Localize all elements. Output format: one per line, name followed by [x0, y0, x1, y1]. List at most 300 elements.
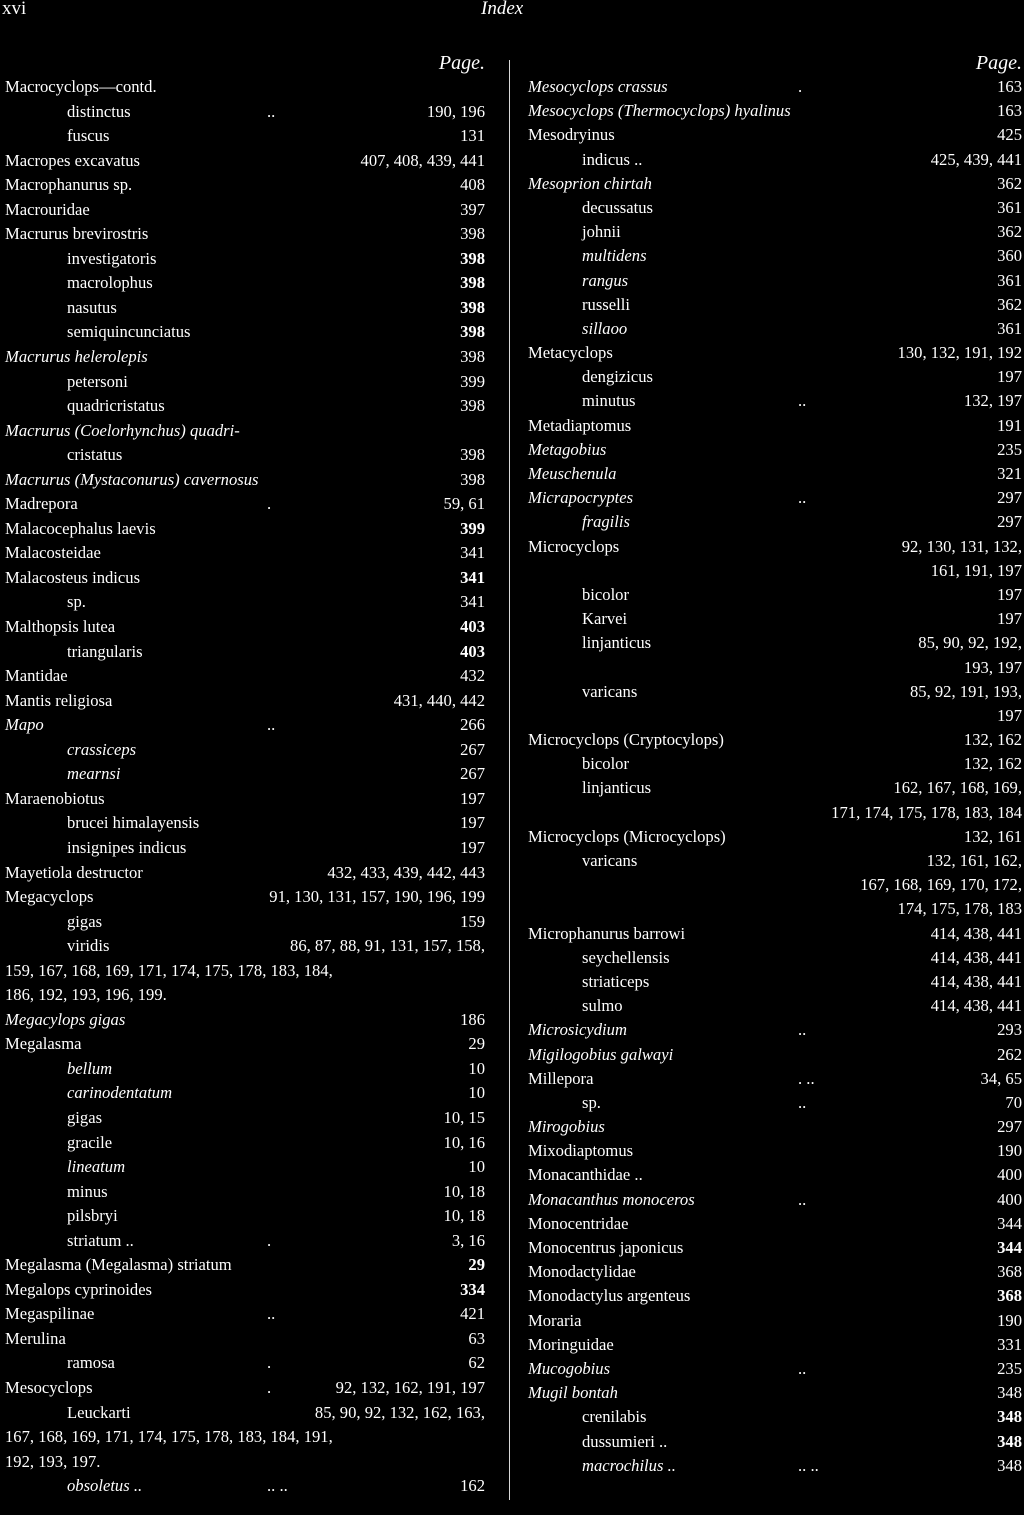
index-entry [5, 75, 485, 100]
index-entry [528, 293, 1022, 317]
entry-pages: 362 [997, 294, 1022, 314]
entry-pages: 235 [997, 439, 1022, 459]
entry-name: lineatum [67, 1157, 126, 1177]
leader-dots: .. [267, 1304, 276, 1324]
entry-pages: 407, 408, 439, 441 [360, 150, 485, 170]
entry-pages: 130, 132, 191, 192 [897, 343, 1022, 363]
index-entry [528, 559, 1022, 583]
entry-pages: 197 [997, 609, 1022, 629]
entry-name: Monodactylidae [528, 1262, 636, 1282]
entry-pages: 132, 162 [963, 730, 1022, 750]
leader-dots: .. [267, 715, 276, 735]
index-entry [5, 762, 485, 787]
index-entry [528, 389, 1022, 413]
index-entry [528, 1236, 1022, 1260]
page-column-label: Page. [975, 52, 1022, 74]
index-entry [5, 1032, 485, 1057]
index-entry [528, 1018, 1022, 1042]
entry-name: Leuckarti [67, 1402, 131, 1422]
index-entry [5, 934, 485, 959]
index-entry [5, 836, 485, 861]
index-entry [528, 244, 1022, 268]
index-entry [5, 689, 485, 714]
entry-name: Karvei [582, 609, 628, 629]
index-entry [528, 1091, 1022, 1115]
index-entry [5, 1229, 485, 1254]
index-entry [5, 959, 485, 984]
entry-name: linjanticus [582, 633, 652, 653]
index-entry [5, 394, 485, 419]
index-entry [5, 1327, 485, 1352]
entry-name: Microphanurus barrowi [528, 923, 686, 943]
entry-pages: 398 [460, 396, 485, 416]
entry-pages: 92, 130, 131, 132, [901, 536, 1022, 556]
index-entry [5, 1401, 485, 1426]
entry-pages: 197 [460, 813, 485, 833]
entry-pages: 10 [468, 1083, 485, 1103]
entry-name: Monacanthidae .. [528, 1165, 643, 1185]
entry-name: Monacanthus monoceros [528, 1189, 695, 1209]
index-entry [528, 1357, 1022, 1381]
entry-pages: 344 [997, 1213, 1022, 1233]
entry-pages: 368 [997, 1262, 1022, 1282]
entry-pages: 398 [460, 347, 485, 367]
entry-name: minutus [582, 391, 636, 411]
entry-name: crassiceps [67, 739, 137, 759]
index-entry [528, 1043, 1022, 1067]
index-entry [5, 149, 485, 174]
running-title: Index [481, 0, 524, 19]
entry-name: minus [67, 1181, 108, 1201]
entry-name: triangularis [67, 641, 143, 661]
entry-pages: 132, 197 [963, 391, 1022, 411]
entry-name: bicolor [582, 754, 630, 774]
entry-name: ramosa [67, 1353, 115, 1373]
index-entry [5, 1131, 485, 1156]
entry-name: multidens [582, 246, 647, 266]
entry-pages: 197 [460, 837, 485, 857]
entry-pages: 421 [460, 1304, 485, 1324]
index-entry [5, 541, 485, 566]
entry-name: striaticeps [582, 971, 650, 991]
index-entry [528, 414, 1022, 438]
index-entry [528, 873, 1022, 897]
index-entry [528, 680, 1022, 704]
entry-name: petersoni [67, 371, 128, 391]
index-entry [5, 885, 485, 910]
entry-name: varicans [582, 681, 638, 701]
entry-name: Maraenobiotus [5, 788, 105, 808]
index-entry [5, 198, 485, 223]
entry-pages: 10, 18 [443, 1181, 485, 1201]
entry-pages: 186, 192, 193, 196, 199. [5, 985, 167, 1005]
entry-pages: 190, 196 [426, 101, 485, 121]
entry-pages: 34, 65 [980, 1068, 1022, 1088]
entry-pages: 29 [468, 1034, 485, 1054]
entry-name: Millepora [528, 1068, 594, 1088]
entry-pages: 331 [997, 1334, 1022, 1354]
entry-pages: 431, 440, 442 [393, 690, 485, 710]
leader-dots: . [798, 77, 803, 96]
index-entry [528, 123, 1022, 147]
entry-name: fragilis [582, 512, 630, 532]
index-entry [5, 247, 485, 272]
index-entry [528, 1333, 1022, 1357]
index-entry [528, 1260, 1022, 1284]
page-column-label: Page. [438, 52, 485, 74]
entry-pages: 70 [1005, 1092, 1022, 1112]
entry-pages: 167, 168, 169, 171, 174, 175, 178, 183, 184, 191, [5, 1427, 333, 1447]
index-entry [528, 196, 1022, 220]
index-entry [528, 1309, 1022, 1333]
index-column-right [528, 52, 1022, 1478]
entry-name: seychellensis [582, 947, 670, 967]
index-entry [528, 269, 1022, 293]
entry-pages: 63 [468, 1328, 485, 1348]
entry-name: linjanticus [582, 778, 652, 798]
entry-pages: 398 [460, 322, 485, 342]
index-entry [528, 438, 1022, 462]
index-entry [5, 296, 485, 321]
entry-pages: 361 [997, 197, 1022, 217]
leader-dots: .. .. [798, 1455, 819, 1475]
entry-pages: 91, 130, 131, 157, 190, 196, 199 [269, 887, 485, 907]
entry-pages: 59, 61 [443, 494, 485, 514]
index-entry [5, 1057, 485, 1082]
index-entry-list [5, 75, 485, 1499]
entry-pages: 399 [460, 371, 485, 391]
index-entry [5, 738, 485, 763]
entry-name: striatum .. [67, 1230, 134, 1250]
entry-name: nasutus [67, 297, 117, 317]
index-entry [528, 75, 1022, 99]
entry-pages: 400 [997, 1165, 1022, 1185]
entry-pages: 159 [460, 911, 485, 931]
entry-pages: 267 [460, 764, 485, 784]
index-entry [528, 704, 1022, 728]
entry-pages: 348 [997, 1431, 1022, 1451]
entry-pages: 192, 193, 197. [5, 1451, 101, 1471]
page-number: xvi [2, 0, 27, 19]
index-entry [5, 1474, 485, 1499]
entry-name: investigatoris [67, 248, 157, 268]
index-entry [5, 713, 485, 738]
leader-dots: . [267, 494, 272, 514]
entry-name: viridis [67, 936, 110, 956]
index-entry [528, 1405, 1022, 1429]
entry-name: Microcyclops (Cryptocylops) [528, 730, 724, 750]
entry-name: Macrurus helerolepis [5, 347, 148, 367]
entry-name: Monodactylus argenteus [528, 1286, 691, 1306]
index-entry [528, 583, 1022, 607]
index-entry [528, 728, 1022, 752]
entry-pages: 414, 438, 441 [930, 947, 1022, 967]
entry-name: Mesocyclops [5, 1377, 93, 1397]
entry-pages: 368 [997, 1286, 1022, 1306]
entry-name: Macrocyclops—contd. [5, 77, 157, 96]
entry-name: bicolor [582, 584, 630, 604]
entry-pages: 360 [997, 246, 1022, 266]
entry-pages: 186 [460, 1009, 485, 1029]
entry-name: macrochilus .. [582, 1455, 676, 1475]
entry-name: Mirogobius [528, 1117, 605, 1137]
entry-name: Microcyclops [528, 536, 620, 556]
index-entry [528, 607, 1022, 631]
index-entry [5, 1253, 485, 1278]
entry-name: Megaspilinae [5, 1304, 95, 1324]
entry-pages: 190 [997, 1310, 1022, 1330]
entry-name: Mesoprion chirtah [528, 173, 652, 193]
entry-name: semiquincunciatus [67, 322, 191, 342]
index-entry [5, 1376, 485, 1401]
index-entry [5, 370, 485, 395]
entry-name: Mesocyclops (Thermocyclops) hyalinus [528, 101, 791, 121]
entry-name: quadricristatus [67, 396, 165, 416]
entry-pages: 425, 439, 441 [930, 149, 1022, 169]
entry-pages: 344 [997, 1238, 1022, 1257]
entry-name: Macrophanurus sp. [5, 175, 133, 195]
index-entry [528, 1430, 1022, 1454]
entry-name: sillaoo [582, 318, 628, 338]
entry-name: Macrurus (Coelorhynchus) quadri- [5, 420, 240, 440]
column-divider [509, 60, 510, 1500]
entry-name: Moraria [528, 1310, 582, 1330]
entry-pages: 62 [468, 1353, 485, 1373]
entry-pages: 398 [460, 248, 485, 268]
entry-name: sulmo [582, 996, 623, 1016]
entry-name: Megalops cyprinoides [5, 1279, 153, 1299]
entry-pages: 190 [997, 1141, 1022, 1161]
entry-pages: 163 [997, 77, 1022, 96]
index-entry [528, 970, 1022, 994]
index-entry [5, 1155, 485, 1180]
entry-name: cristatus [67, 445, 123, 465]
index-entry [528, 946, 1022, 970]
leader-dots: .. [798, 488, 807, 508]
entry-name: dussumieri .. [582, 1431, 668, 1451]
entry-pages: 341 [460, 592, 485, 612]
entry-pages: 334 [460, 1279, 485, 1299]
entry-pages: 293 [997, 1020, 1022, 1040]
entry-pages: 3, 16 [451, 1230, 485, 1250]
entry-name: Mantidae [5, 666, 68, 686]
index-entry [5, 1351, 485, 1376]
entry-pages: 397 [460, 199, 485, 219]
entry-name: Metadiaptomus [528, 415, 632, 435]
index-entry [5, 983, 485, 1008]
index-entry [5, 222, 485, 247]
index-entry [528, 510, 1022, 534]
entry-pages: 197 [997, 367, 1022, 387]
entry-pages: 398 [460, 273, 485, 293]
index-entry [5, 566, 485, 591]
entry-pages: 262 [997, 1044, 1022, 1064]
index-entry [528, 462, 1022, 486]
entry-name: Meuschenula [528, 464, 617, 483]
entry-pages: 10, 15 [443, 1107, 485, 1127]
index-entry [5, 271, 485, 296]
index-entry [528, 631, 1022, 655]
entry-name: Moringuidae [528, 1334, 614, 1354]
leader-dots: .. [267, 101, 276, 121]
entry-pages: 235 [997, 1358, 1022, 1378]
entry-pages: 297 [997, 512, 1022, 532]
entry-pages: 29 [468, 1255, 485, 1275]
entry-name: gracile [67, 1132, 113, 1152]
leader-dots: . [267, 1353, 272, 1373]
entry-pages: 10, 18 [443, 1206, 485, 1226]
index-entry [528, 1188, 1022, 1212]
entry-name: bellum [67, 1058, 113, 1078]
index-entry [5, 419, 485, 444]
index-entry [5, 787, 485, 812]
index-entry [5, 1106, 485, 1131]
leader-dots: .. [798, 1020, 807, 1040]
entry-name: brucei himalayensis [67, 813, 200, 833]
entry-pages: 85, 90, 92, 192, [918, 633, 1022, 653]
index-entry [5, 100, 485, 125]
entry-pages: 341 [460, 543, 485, 563]
entry-pages: 362 [997, 173, 1022, 193]
index-entry [5, 861, 485, 886]
index-entry [5, 124, 485, 149]
entry-pages: 408 [460, 175, 485, 195]
entry-pages: 398 [460, 224, 485, 244]
index-entry [5, 1180, 485, 1205]
entry-name: Metacyclops [528, 343, 613, 363]
index-entry [5, 1204, 485, 1229]
entry-name: Macrurus (Mystaconurus) cavernosus [5, 469, 259, 489]
entry-pages: 132, 162 [963, 754, 1022, 774]
index-entry [5, 1008, 485, 1033]
entry-pages: 197 [997, 584, 1022, 604]
entry-pages: 399 [460, 518, 485, 538]
entry-pages: 425 [997, 125, 1022, 145]
index-entry [528, 1454, 1022, 1478]
entry-name: varicans [582, 851, 638, 870]
entry-pages: 193, 197 [963, 657, 1022, 677]
index-entry [528, 801, 1022, 825]
entry-name: Metagobius [528, 439, 607, 459]
entry-name: Macrouridae [5, 199, 90, 219]
entry-name: Mantis religiosa [5, 690, 113, 710]
entry-pages: 132, 161 [963, 826, 1022, 846]
leader-dots: .. [798, 1189, 807, 1209]
index-entry [5, 664, 485, 689]
entry-name: distinctus [67, 101, 131, 121]
index-entry [528, 994, 1022, 1018]
entry-name: russelli [582, 294, 630, 314]
entry-name: Microcyclops (Microcyclops) [528, 826, 726, 846]
entry-name: Microsicydium [528, 1020, 627, 1040]
index-entry [528, 1212, 1022, 1236]
entry-pages: 174, 175, 178, 183 [897, 899, 1022, 919]
index-entry [5, 811, 485, 836]
entry-name: Mayetiola destructor [5, 862, 143, 882]
entry-name: gigas [67, 911, 103, 931]
entry-pages: 297 [997, 1117, 1022, 1137]
index-entry [5, 173, 485, 198]
entry-pages: 85, 90, 92, 132, 162, 163, [314, 1402, 485, 1422]
entry-name: obsoletus .. [67, 1476, 143, 1496]
entry-pages: 432, 433, 439, 442, 443 [327, 862, 485, 882]
entry-name: Megalasma (Megalasma) striatum [5, 1255, 232, 1275]
entry-pages: 197 [460, 788, 485, 808]
index-entry [5, 492, 485, 517]
index-entry-list [528, 75, 1022, 1478]
entry-name: Merulina [5, 1328, 66, 1348]
entry-name: insignipes indicus [67, 837, 187, 857]
entry-name: Micrapocryptes [528, 488, 634, 508]
index-entry [5, 590, 485, 615]
entry-pages: 414, 438, 441 [930, 923, 1022, 943]
entry-name: Mugil bontah [528, 1383, 618, 1403]
entry-name: carinodentatum [67, 1083, 173, 1103]
entry-name: Macrurus brevirostris [5, 224, 149, 244]
entry-name: dengizicus [582, 367, 653, 387]
entry-name: decussatus [582, 197, 653, 217]
entry-name: fuscus [67, 126, 110, 146]
entry-name: johnii [582, 222, 621, 242]
entry-name: Malacocephalus laevis [5, 518, 156, 538]
index-entry [528, 220, 1022, 244]
entry-pages: 162, 167, 168, 169, [893, 778, 1022, 798]
entry-name: Mixodiaptomus [528, 1141, 634, 1161]
index-entry [528, 99, 1022, 123]
entry-pages: 267 [460, 739, 485, 759]
index-entry [528, 849, 1022, 873]
entry-pages: 403 [460, 641, 485, 661]
entry-pages: 163 [997, 101, 1022, 121]
leader-dots: . [267, 1377, 272, 1397]
index-entry [5, 443, 485, 468]
index-entry [528, 1381, 1022, 1405]
entry-pages: 341 [460, 567, 485, 587]
entry-name: Monocentrus japonicus [528, 1238, 684, 1257]
index-entry [5, 320, 485, 345]
entry-pages: 167, 168, 169, 170, 172, [860, 875, 1022, 895]
leader-dots: .. [798, 1092, 807, 1112]
entry-pages: 92, 132, 162, 191, 197 [335, 1377, 485, 1397]
entry-name: Megalasma [5, 1034, 82, 1054]
index-entry [528, 172, 1022, 196]
entry-name: indicus .. [582, 149, 643, 169]
index-entry [528, 341, 1022, 365]
entry-pages: 398 [460, 469, 485, 489]
entry-name: Megacylops gigas [5, 1009, 126, 1029]
index-entry [528, 825, 1022, 849]
index-entry [5, 517, 485, 542]
entry-pages: 348 [997, 1383, 1022, 1403]
entry-pages: 414, 438, 441 [930, 996, 1022, 1016]
index-entry [528, 752, 1022, 776]
entry-pages: 398 [460, 445, 485, 465]
index-entry [528, 317, 1022, 341]
entry-name: Megacyclops [5, 887, 94, 907]
entry-pages: 161, 191, 197 [930, 560, 1022, 580]
entry-name: Monocentridae [528, 1213, 629, 1233]
index-entry [528, 776, 1022, 800]
entry-name: Migilogobius galwayi [528, 1044, 674, 1064]
entry-name: gigas [67, 1107, 103, 1127]
index-entry [528, 148, 1022, 172]
entry-pages: 361 [997, 270, 1022, 290]
leader-dots: . .. [798, 1068, 815, 1088]
entry-name: crenilabis [582, 1407, 647, 1427]
index-entry [528, 897, 1022, 921]
leader-dots: .. .. [267, 1476, 288, 1496]
entry-pages: 131 [460, 126, 485, 146]
